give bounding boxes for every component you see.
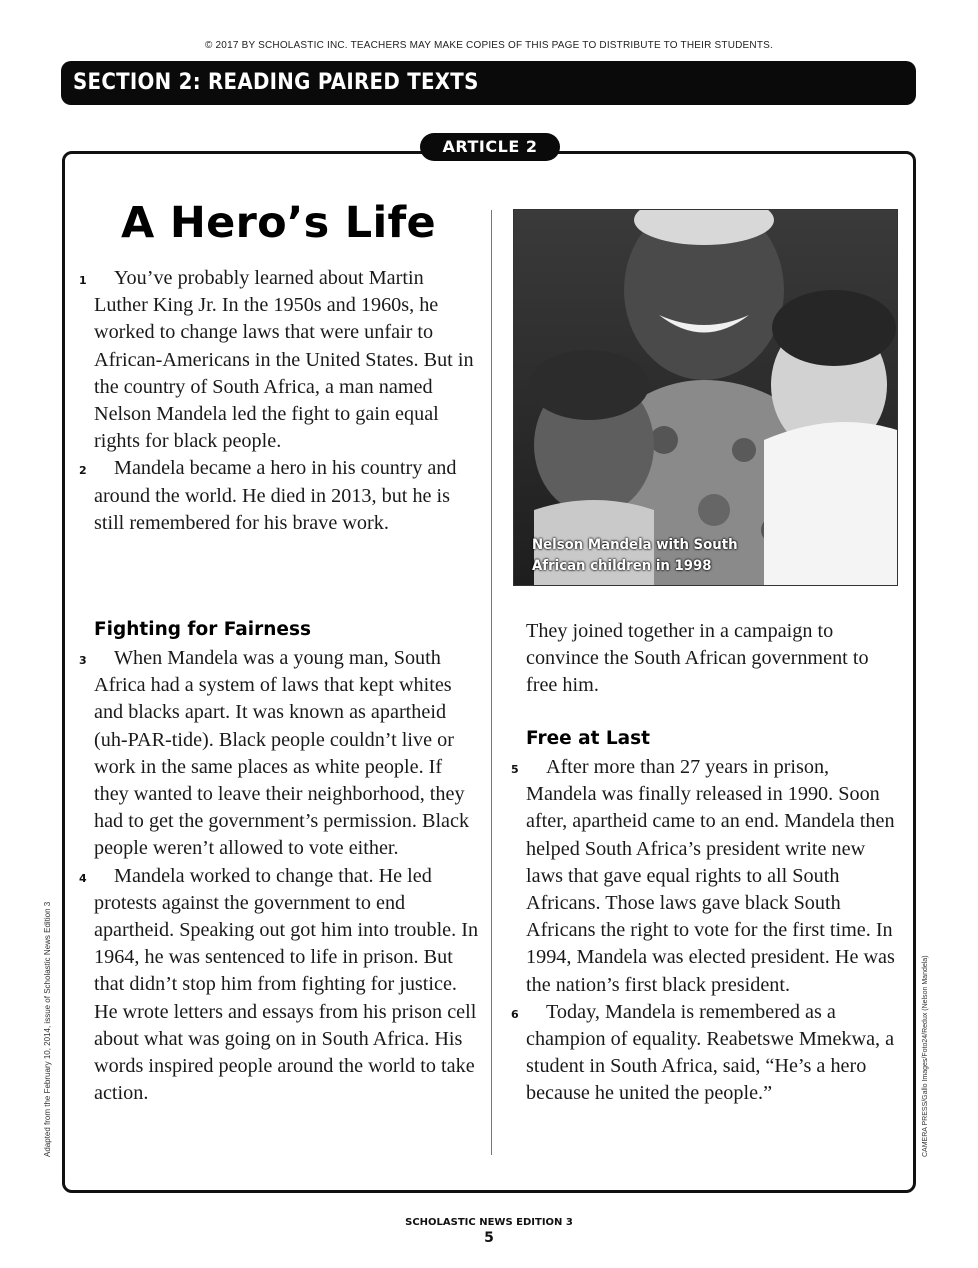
paragraph-4 <box>79 863 479 1108</box>
paragraph-text: You’ve probably learned about Martin Luther King Jr. In the 1950s and 1960s, he worked to change laws that were unfair to African-Americans in the United States. But in the country of South Africa, a man named Nelson Mandela led the fight to gain equal rights for black people. <box>94 267 474 453</box>
copyright-notice: © 2017 BY SCHOLASTIC INC. TEACHERS MAY MAKE COPIES OF THIS PAGE TO DISTRIBUTE TO THEIR STUDENTS. <box>205 40 773 51</box>
column-divider <box>491 210 492 1155</box>
paragraph-number: 1 <box>79 274 87 287</box>
photo-credit: CAMERA PRESS/Gallo Images/Foto24/Redux (Nelson Mandela) <box>922 955 929 1157</box>
paragraph-group-intro <box>79 265 479 537</box>
paragraph-text: When Mandela was a young man, South Africa had a system of laws that kept whites and blacks apart. It was known as apartheid (uh-PAR-tide). Black people couldn’t live or work in the same places as white people. If they wanted to leave their neighborhood, they had to get the government’s permission. Black people weren’t allowed to vote either. <box>94 647 470 860</box>
paragraph-2 <box>79 455 479 537</box>
paragraph-text: Today, Mandela is remembered as a champion of equality. Reabetswe Mmekwa, a student in South Africa, said, “He’s a hero because he united the people.” <box>526 1000 895 1105</box>
source-credit: Adapted from the February 10, 2014, issue of Scholastic News Edition 3 <box>43 901 52 1157</box>
mandela-photo <box>513 209 898 586</box>
subhead-fighting-for-fairness: Fighting for Fairness <box>94 619 311 640</box>
paragraph-4-continued <box>526 618 901 700</box>
section-header-bar <box>61 61 916 105</box>
paragraph-number: 3 <box>79 654 87 667</box>
page-number: 5 <box>484 1230 494 1246</box>
article-label: ARTICLE 2 <box>420 133 560 161</box>
paragraph-text: They joined together in a campaign to convince the South African government to free him. <box>526 620 869 697</box>
caption-line-2: African children in 1998 <box>532 558 712 574</box>
paragraph-text: After more than 27 years in prison, Mandela was finally released in 1990. Soon after, apartheid came to an end. Mandela then helped South Africa’s president write new laws that gave equal rights to all South Africans. Those laws gave black South Africans the right to vote for the first time. In 1994, Mandela was elected president. He was the nation’s first black president. <box>526 756 895 996</box>
paragraph-text: Mandela became a hero in his country and around the world. He died in 2013, but he is still remembered for his brave work. <box>94 457 457 534</box>
paragraph-5 <box>511 754 901 999</box>
paragraph-1 <box>79 265 479 455</box>
paragraph-4-continuation <box>526 618 901 700</box>
caption-line-1: Nelson Mandela with South <box>532 537 738 553</box>
paragraph-3 <box>79 645 479 863</box>
paragraph-group-fighting <box>79 645 479 1107</box>
photo-caption <box>532 535 738 577</box>
section-title: SECTION 2: READING PAIRED TEXTS <box>73 70 479 95</box>
paragraph-number: 4 <box>79 871 87 885</box>
paragraph-6 <box>511 999 901 1108</box>
subhead-free-at-last: Free at Last <box>526 728 651 749</box>
paragraph-group-free <box>511 754 901 1108</box>
paragraph-number: 2 <box>79 464 87 478</box>
paragraph-number: 5 <box>511 763 519 776</box>
paragraph-text: Mandela worked to change that. He led protests against the government to end apartheid. Speaking out got him into trouble. In 1964, he was sentenced to life in prison. But that didn’t stop him from fighting for justice. He wrote letters and essays from his prison cell about what was going on in South Africa. His words inspired people around the world to take action. <box>94 864 479 1105</box>
article-headline: A Hero’s Life <box>121 198 436 248</box>
footer-publication: SCHOLASTIC NEWS EDITION 3 <box>405 1217 573 1228</box>
paragraph-number: 6 <box>511 1007 519 1021</box>
photo-illustration <box>514 210 897 585</box>
